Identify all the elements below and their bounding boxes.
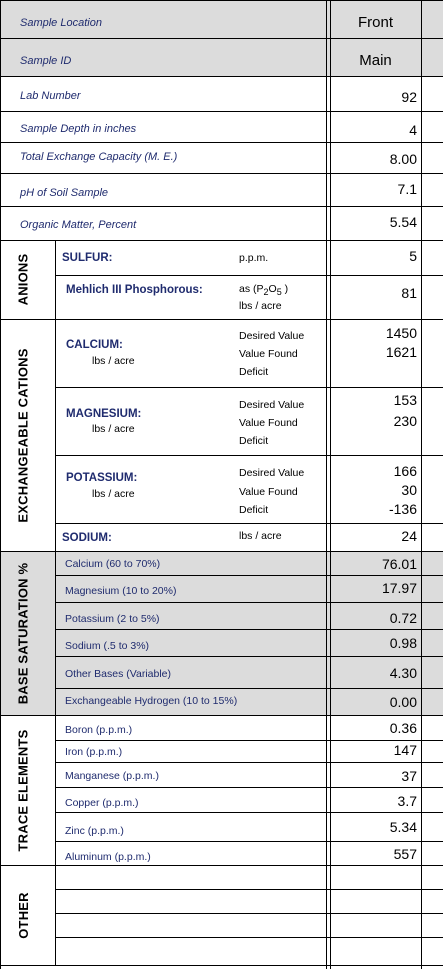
rule	[55, 889, 443, 890]
rule	[55, 629, 443, 630]
rule	[0, 551, 443, 552]
sulfur-value: 5	[409, 248, 417, 264]
boron-value: 0.36	[389, 720, 417, 736]
potassium-found-value: 30	[401, 482, 417, 498]
bs-magnesium-value: 17.97	[381, 580, 417, 596]
sodium-unit: lbs / acre	[239, 530, 282, 542]
calcium-unit: lbs / acre	[92, 355, 135, 367]
rule	[55, 688, 443, 689]
rule	[55, 937, 443, 938]
sample-depth-label: Sample Depth in inches	[20, 123, 137, 135]
sample-location-label: Sample Location	[20, 17, 102, 29]
zinc-label: Zinc (p.p.m.)	[65, 825, 124, 837]
iron-label: Iron (p.p.m.)	[65, 746, 123, 758]
zinc-value: 5.34	[389, 819, 417, 835]
rule	[55, 913, 443, 914]
bs-calcium-value: 76.01	[381, 556, 417, 572]
bs-potassium-label: Potassium (2 to 5%)	[65, 613, 160, 625]
rule	[55, 841, 443, 842]
sample-id-value: Main	[359, 52, 392, 69]
manganese-label: Manganese (p.p.m.)	[65, 770, 159, 782]
rule	[55, 455, 443, 456]
rule	[55, 523, 443, 524]
value-divider-1	[326, 0, 327, 969]
rule	[55, 275, 443, 276]
iron-value: 147	[393, 742, 417, 758]
bs-magnesium-label: Magnesium (10 to 20%)	[65, 585, 177, 597]
rule	[0, 173, 443, 174]
sodium-label: SODIUM:	[62, 532, 112, 544]
rule	[55, 656, 443, 657]
calcium-desired-label: Desired Value	[239, 330, 305, 342]
potassium-desired-value: 166	[393, 463, 417, 479]
exchange-capacity-value: 8.00	[389, 151, 417, 167]
magnesium-desired-value: 153	[393, 392, 417, 408]
cations-section-label: EXCHANGEABLE CATIONS	[15, 347, 31, 523]
bs-sodium-value: 0.98	[389, 635, 417, 651]
copper-value: 3.7	[397, 793, 417, 809]
potassium-label: POTASSIUM:	[66, 472, 138, 484]
bs-calcium-label: Calcium (60 to 70%)	[65, 558, 161, 570]
phosphorous-unit: as ($P_2O_5$ )	[239, 283, 289, 298]
organic-matter-label: Organic Matter, Percent	[20, 219, 137, 231]
sample-id-label: Sample ID	[20, 55, 72, 67]
organic-matter-value: 5.54	[389, 214, 417, 230]
exchange-capacity-label: Total Exchange Capacity (M. E.)	[20, 151, 178, 163]
rule	[0, 319, 443, 320]
base-saturation-shade	[0, 552, 443, 715]
sulfur-label: SULFUR:	[62, 252, 113, 264]
rule	[55, 387, 443, 388]
rule	[0, 38, 443, 39]
ph-label: pH of Soil Sample	[20, 187, 109, 199]
lab-number-value: 92	[401, 89, 417, 105]
section-divider	[55, 240, 56, 966]
phosphorous-label: Mehlich III Phosphorous:	[66, 284, 203, 296]
magnesium-found-label: Value Found	[239, 417, 298, 429]
magnesium-label: MAGNESIUM:	[66, 408, 142, 420]
rule	[0, 76, 443, 77]
rule	[0, 206, 443, 207]
potassium-desired-label: Desired Value	[239, 467, 305, 479]
lab-number-label: Lab Number	[20, 90, 81, 102]
copper-label: Copper (p.p.m.)	[65, 797, 139, 809]
bs-hydrogen-label: Exchangeable Hydrogen (10 to 15%)	[65, 695, 238, 707]
rule	[0, 240, 443, 241]
sample-depth-value: 4	[409, 122, 417, 138]
right-divider	[421, 0, 422, 969]
bs-sodium-label: Sodium (.5 to 3%)	[65, 640, 150, 652]
rule	[0, 142, 443, 143]
magnesium-found-value: 230	[393, 413, 417, 429]
calcium-deficit-label: Deficit	[239, 366, 269, 378]
potassium-unit: lbs / acre	[92, 488, 135, 500]
rule	[55, 812, 443, 813]
calcium-desired-value: 1450	[385, 325, 417, 341]
calcium-found-value: 1621	[385, 344, 417, 360]
anions-section-label: ANIONS	[15, 253, 31, 306]
aluminum-label: Aluminum (p.p.m.)	[65, 851, 151, 863]
phosphorous-unit-lbs: lbs / acre	[239, 300, 282, 312]
potassium-found-label: Value Found	[239, 486, 298, 498]
rule	[0, 0, 443, 1]
sulfur-unit: p.p.m.	[239, 252, 269, 264]
boron-label: Boron (p.p.m.)	[65, 724, 133, 736]
calcium-label: CALCIUM:	[66, 339, 123, 351]
potassium-deficit-label: Deficit	[239, 504, 269, 516]
base-saturation-section-label: BASE SATURATION %	[15, 562, 31, 704]
rule	[55, 787, 443, 788]
bs-potassium-value: 0.72	[389, 610, 417, 626]
ph-value: 7.1	[397, 181, 417, 197]
phosphorous-value: 81	[401, 285, 417, 301]
value-divider-2	[330, 0, 331, 969]
bs-other-bases-value: 4.30	[389, 665, 417, 681]
calcium-found-label: Value Found	[239, 348, 298, 360]
trace-elements-section-label: TRACE ELEMENTS	[15, 729, 31, 851]
rule	[55, 575, 443, 576]
aluminum-value: 557	[393, 846, 417, 862]
magnesium-unit: lbs / acre	[92, 423, 135, 435]
rule	[55, 740, 443, 741]
bs-hydrogen-value: 0.00	[389, 694, 417, 710]
sodium-value: 24	[401, 528, 417, 544]
sample-location-value: Front	[357, 14, 393, 31]
rule	[0, 965, 443, 966]
magnesium-deficit-label: Deficit	[239, 435, 269, 447]
manganese-value: 37	[401, 768, 417, 784]
rule	[0, 865, 443, 866]
rule	[55, 602, 443, 603]
rule	[0, 111, 443, 112]
bs-other-bases-label: Other Bases (Variable)	[65, 668, 172, 680]
potassium-deficit-value: -136	[388, 501, 417, 517]
magnesium-desired-label: Desired Value	[239, 399, 305, 411]
rule	[55, 762, 443, 763]
rule	[0, 715, 443, 716]
other-section-label: OTHER	[15, 891, 31, 939]
